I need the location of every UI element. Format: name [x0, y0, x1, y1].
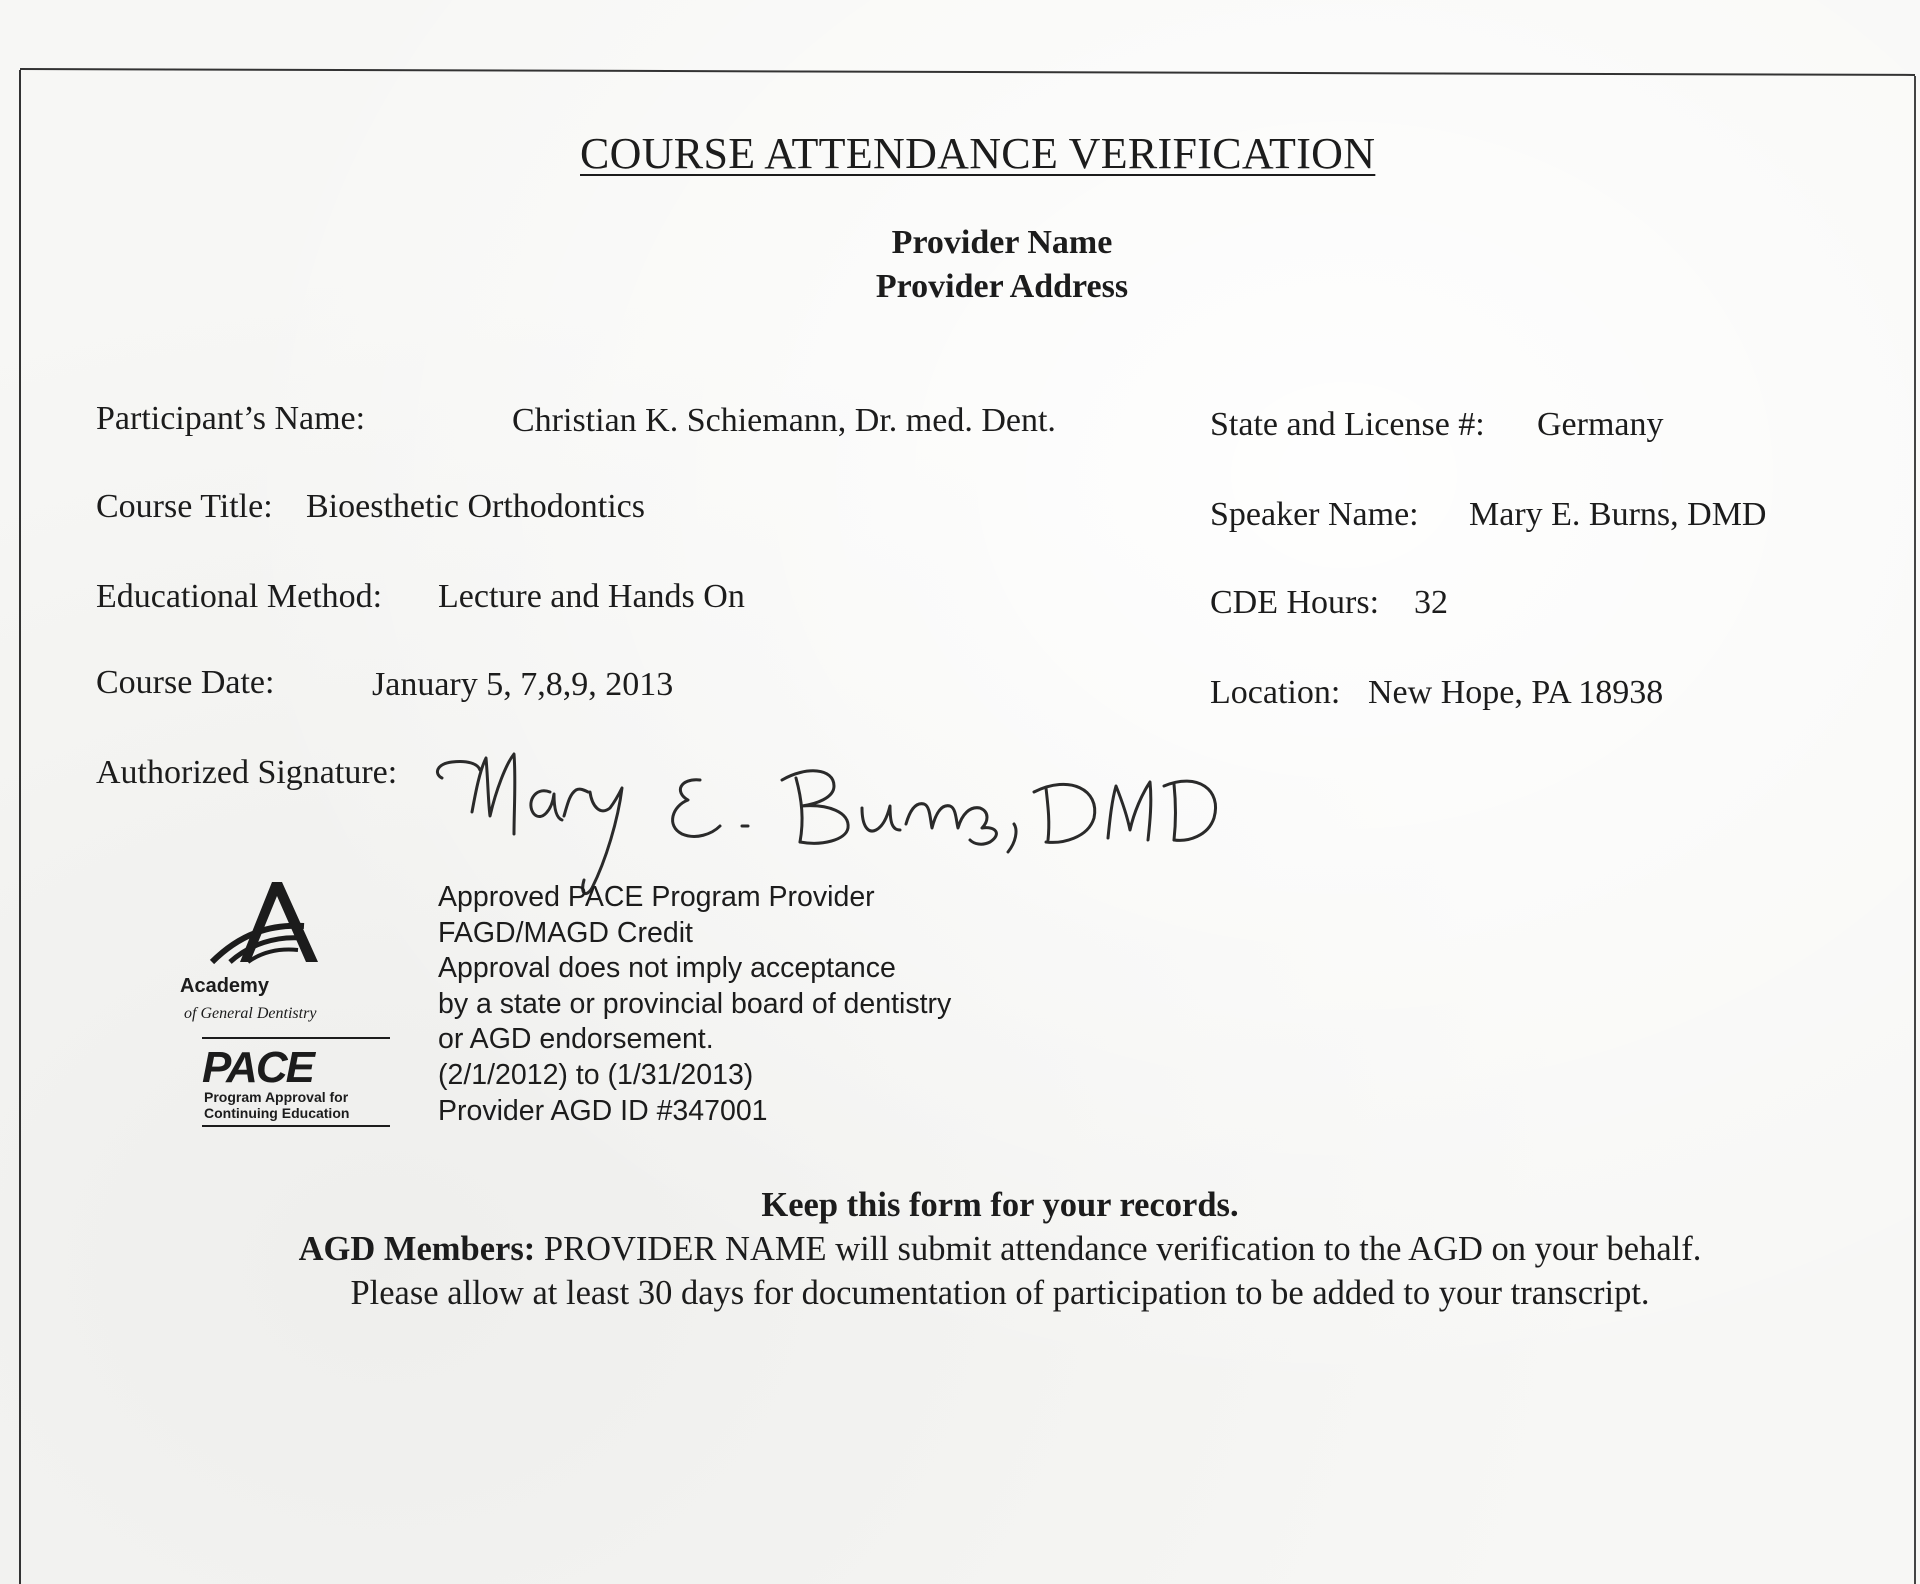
authorized-signature-label: Authorized Signature:	[96, 754, 398, 791]
approval-block	[438, 880, 951, 1129]
agd-members-notice	[200, 1230, 1800, 1269]
course-title-label: Course Title:	[96, 488, 273, 525]
provider-name: Provider Name	[891, 224, 1113, 261]
keep-form-notice: Keep this form for your records.	[761, 1186, 1239, 1224]
cde-hours-value: 32	[1414, 584, 1448, 621]
approval-line: FAGD/MAGD Credit	[438, 916, 693, 949]
approval-line: Provider AGD ID #347001	[438, 1094, 768, 1127]
educational-method-value: Lecture and Hands On	[438, 578, 745, 615]
educational-method-label: Educational Method:	[96, 578, 383, 615]
agd-members-label: AGD Members:	[298, 1230, 536, 1268]
cde-hours-label: CDE Hours:	[1210, 584, 1380, 621]
approval-line: Approval does not imply acceptance	[438, 952, 896, 985]
academy-a-icon	[212, 882, 318, 962]
location-value: New Hope, PA 18938	[1368, 674, 1664, 711]
logo-academy-text: Academy	[180, 975, 269, 997]
form-title: COURSE ATTENDANCE VERIFICATION	[580, 129, 1376, 178]
state-license-label: State and License #:	[1210, 406, 1485, 443]
course-title-value: Bioesthetic Orthodontics	[306, 488, 646, 525]
provider-address: Provider Address	[875, 268, 1129, 305]
approval-line: or AGD endorsement.	[438, 1023, 714, 1056]
participant-name-value: Christian K. Schiemann, Dr. med. Dent.	[512, 402, 1056, 439]
logo-pace-text: PACE	[202, 1043, 313, 1092]
form-border-left	[19, 70, 21, 1584]
speaker-name-value: Mary E. Burns, DMD	[1469, 496, 1767, 533]
speaker-name-label: Speaker Name:	[1210, 496, 1419, 533]
state-license-value: Germany	[1537, 406, 1664, 443]
approval-line: by a state or provincial board of dentistry	[438, 987, 952, 1020]
course-date-value: January 5, 7,8,9, 2013	[372, 666, 674, 703]
logo-continuing-education-text: Continuing Education	[204, 1105, 350, 1121]
course-date-label: Course Date:	[96, 664, 275, 701]
logo-program-approval-text: Program Approval for	[204, 1089, 349, 1105]
agd-pace-logo	[170, 870, 410, 1130]
agd-members-text: PROVIDER NAME will submit attendance verification to the AGD on your behalf.	[543, 1230, 1702, 1268]
form-border-right	[1914, 76, 1916, 1584]
participant-name-label: Participant’s Name:	[96, 400, 366, 437]
approval-line: Approved PACE Program Provider	[438, 881, 875, 913]
location-label: Location:	[1210, 674, 1341, 711]
approval-line: (2/1/2012) to (1/31/2013)	[438, 1058, 754, 1091]
allow-days-notice: Please allow at least 30 days for documentation of participation to be added to your transcript.	[350, 1274, 1650, 1312]
logo-general-dentistry-text: of General Dentistry	[184, 1005, 317, 1022]
